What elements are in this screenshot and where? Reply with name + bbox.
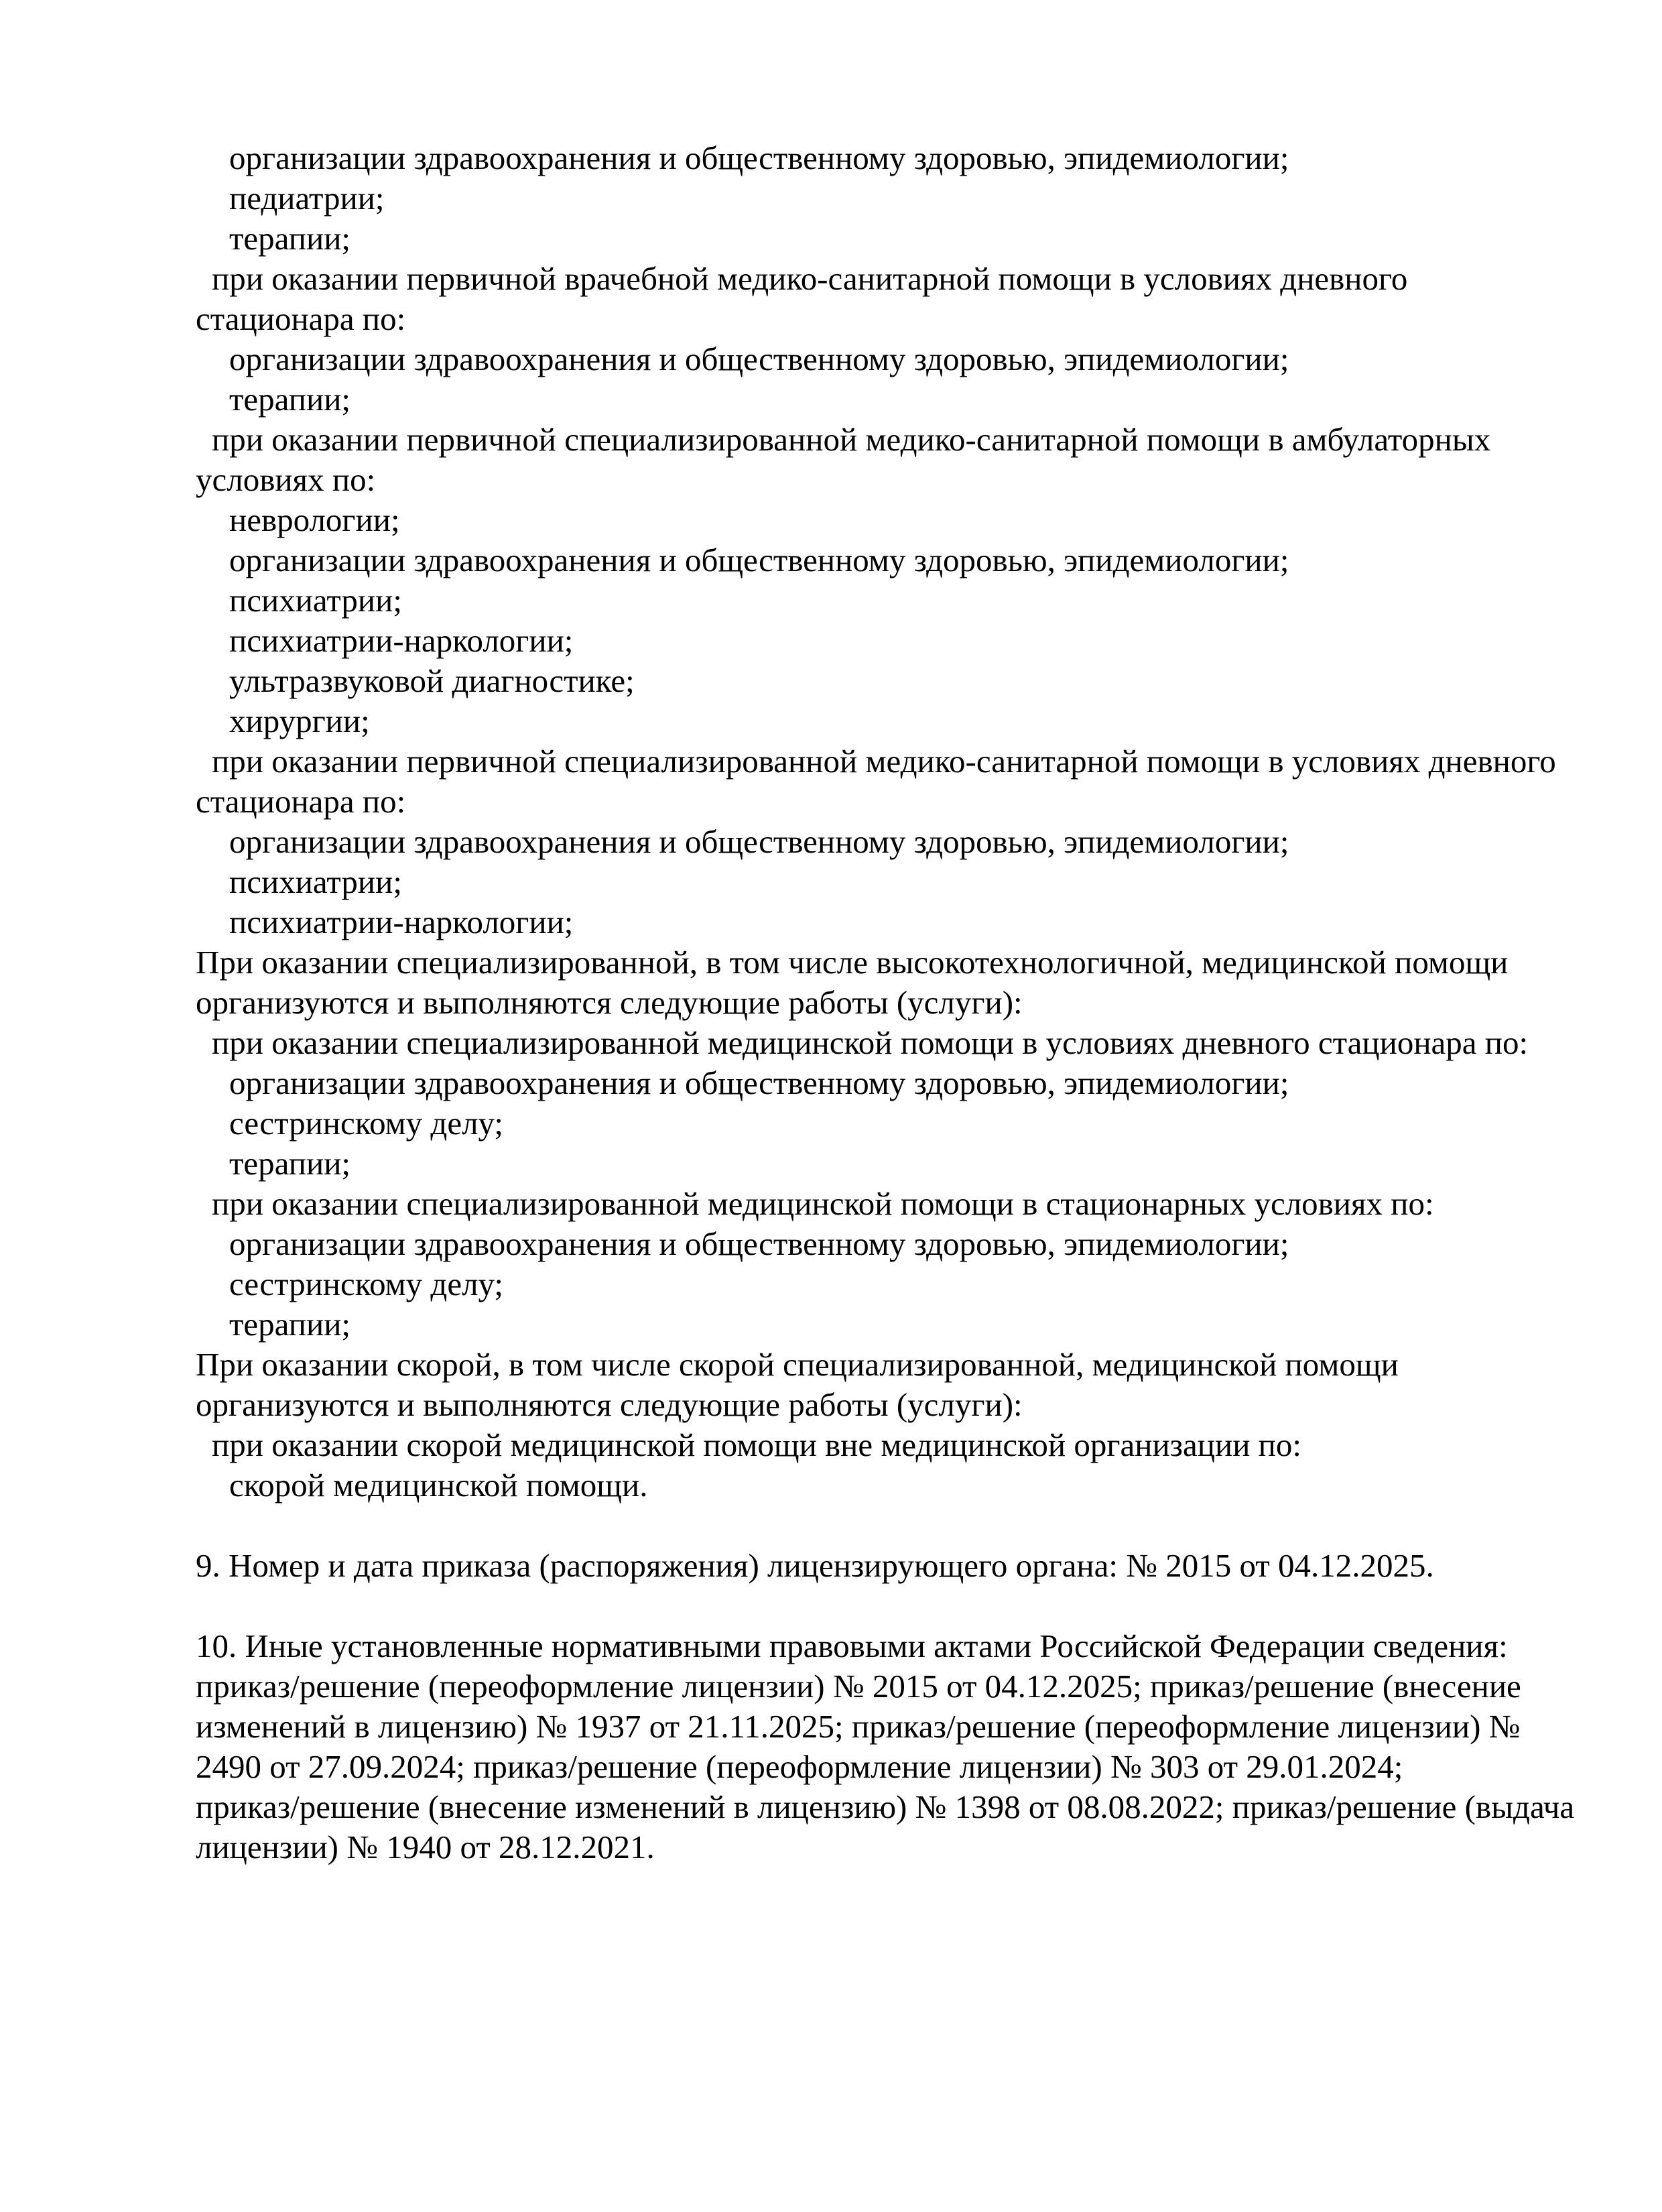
text-line: организации здравоохранения и общественному здоровью, эпидемиологии; bbox=[229, 1064, 1289, 1101]
text-line: 10. Иные установленные нормативными правовыми актами Российской Федерации сведения: bbox=[196, 1627, 1508, 1664]
text-line: организации здравоохранения и общественному здоровью, эпидемиологии; bbox=[229, 1225, 1289, 1262]
text-line: психиатрии-наркологии; bbox=[229, 622, 574, 659]
text-line: 9. Номер и дата приказа (распоряжения) лицензирующего органа: № 2015 от 04.12.2025. bbox=[196, 1547, 1434, 1584]
text-line: терапии; bbox=[229, 1306, 351, 1343]
text-line: при оказании специализированной медицинской помощи в условиях дневного стационара по: bbox=[212, 1024, 1529, 1061]
text-line: приказ/решение (внесение изменений в лицензию) № 1398 от 08.08.2022; приказ/решение (выдача bbox=[196, 1788, 1575, 1825]
text-line: психиатрии-наркологии; bbox=[229, 904, 574, 940]
text-line: при оказании первичной специализированной медико-санитарной помощи в условиях дневного bbox=[212, 743, 1556, 780]
text-line: При оказании скорой, в том числе скорой специализированной, медицинской помощи bbox=[196, 1346, 1399, 1383]
text-line: организуются и выполняются следующие работы (услуги): bbox=[196, 984, 1023, 1021]
text-line: психиатрии; bbox=[229, 863, 402, 900]
text-line: организации здравоохранения и общественному здоровью, эпидемиологии; bbox=[229, 542, 1289, 578]
text-line: педиатрии; bbox=[229, 180, 385, 217]
text-line: сестринскому делу; bbox=[229, 1105, 504, 1142]
text-line: 2490 от 27.09.2024; приказ/решение (переоформление лицензии) № 303 от 29.01.2024; bbox=[196, 1748, 1403, 1785]
text-line: при оказании первичной специализированной медико-санитарной помощи в амбулаторных bbox=[212, 421, 1491, 458]
text-line: стационара по: bbox=[196, 300, 406, 337]
text-line: психиатрии; bbox=[229, 582, 402, 619]
text-line: приказ/решение (переоформление лицензии) № 2015 от 04.12.2025; приказ/решение (внесение bbox=[196, 1668, 1521, 1705]
text-line: изменений в лицензию) № 1937 от 21.11.2025; приказ/решение (переоформление лицензии) № bbox=[196, 1708, 1521, 1745]
text-line: условиях по: bbox=[196, 461, 376, 498]
text-line: при оказании специализированной медицинской помощи в стационарных условиях по: bbox=[212, 1185, 1434, 1222]
text-line: организации здравоохранения и общественному здоровью, эпидемиологии; bbox=[229, 341, 1289, 377]
text-line: скорой медицинской помощи. bbox=[229, 1467, 648, 1503]
text-line: организации здравоохранения и общественному здоровью, эпидемиологии; bbox=[229, 823, 1289, 860]
text-line: хирургии; bbox=[229, 702, 370, 739]
text-line: терапии; bbox=[229, 220, 351, 257]
text-line: При оказании специализированной, в том числе высокотехнологичной, медицинской помощи bbox=[196, 944, 1509, 981]
text-line: неврологии; bbox=[229, 501, 400, 538]
text-line: организуются и выполняются следующие работы (услуги): bbox=[196, 1386, 1023, 1423]
text-line: стационара по: bbox=[196, 783, 406, 820]
text-line: сестринскому делу; bbox=[229, 1266, 504, 1302]
document-text bbox=[196, 138, 1576, 1867]
text-line: организации здравоохранения и общественному здоровью, эпидемиологии; bbox=[229, 139, 1289, 176]
text-line: терапии; bbox=[229, 381, 351, 418]
text-line bbox=[196, 1506, 1576, 1546]
text-line: при оказании скорой медицинской помощи вне медицинской организации по: bbox=[212, 1426, 1302, 1463]
text-line bbox=[196, 1586, 1576, 1626]
text-line: лицензии) № 1940 от 28.12.2021. bbox=[196, 1829, 655, 1865]
text-line: при оказании первичной врачебной медико-санитарной помощи в условиях дневного bbox=[212, 260, 1408, 297]
text-line: терапии; bbox=[229, 1145, 351, 1182]
text-line: ультразвуковой диагностике; bbox=[229, 662, 635, 699]
